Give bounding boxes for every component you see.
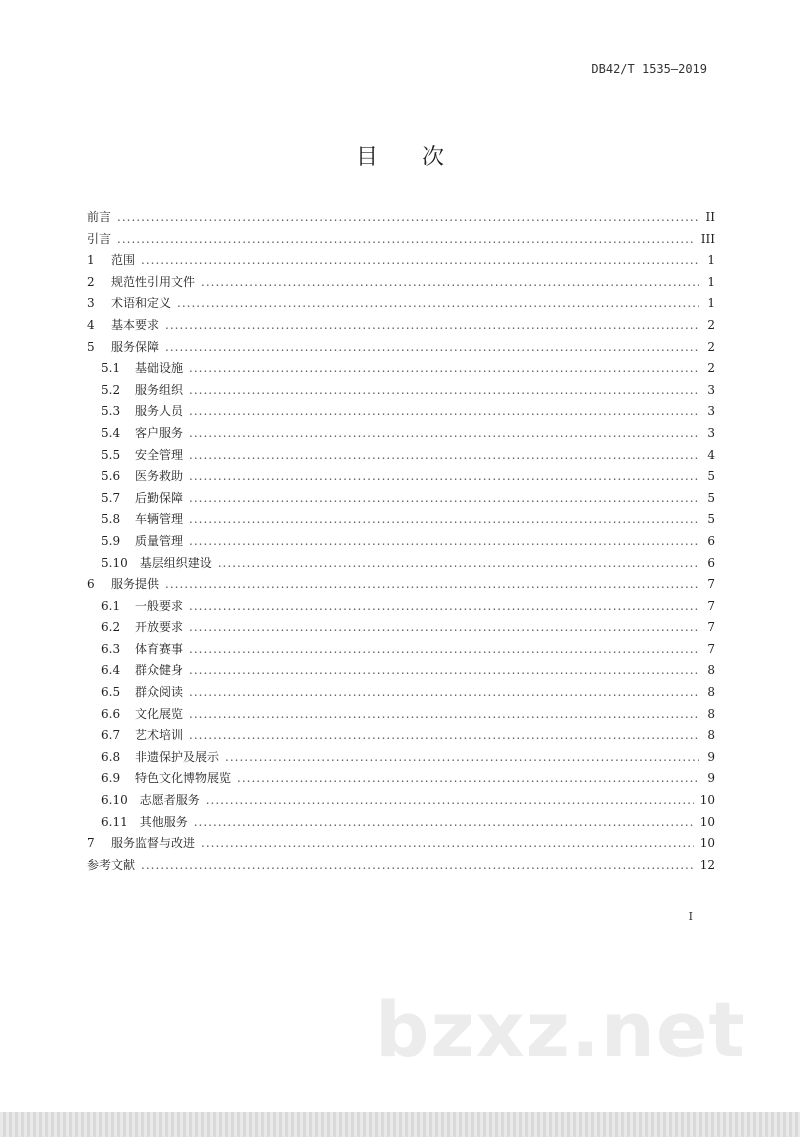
toc-entry-label: 一般要求 — [135, 598, 184, 613]
toc-entry[interactable] — [87, 466, 715, 488]
toc-entry-label: 前言 — [87, 210, 112, 224]
toc-entry-page: 2 — [707, 317, 715, 332]
toc-entry[interactable] — [87, 812, 715, 834]
toc-entry-label: 开放要求 — [135, 620, 184, 635]
toc-entry-page: 2 — [707, 339, 715, 354]
toc-entry-number: 5.10 — [101, 555, 128, 570]
toc-entry-number: 6.1 — [101, 598, 121, 613]
toc-leader-dots — [201, 833, 694, 855]
toc-entry-page: II — [705, 210, 715, 224]
toc-entry[interactable] — [87, 574, 715, 596]
toc-entry-label: 后勤保障 — [135, 490, 184, 505]
toc-entry-label: 参考文献 — [87, 857, 136, 872]
toc-leader-dots — [189, 660, 699, 682]
toc-leader-dots — [141, 855, 694, 877]
toc-entry-page: 10 — [699, 836, 715, 851]
toc-leader-dots — [225, 747, 699, 769]
toc-entry[interactable] — [87, 682, 715, 704]
toc-entry[interactable] — [87, 401, 715, 423]
toc-entry-label: 医务救助 — [135, 469, 184, 484]
toc-leader-dots — [189, 725, 699, 747]
toc-entry[interactable] — [87, 380, 715, 402]
toc-leader-dots — [201, 272, 699, 294]
toc-entry-label: 基础设施 — [135, 361, 184, 376]
toc-entry-number: 6.10 — [101, 793, 128, 808]
toc-leader-dots — [141, 250, 699, 272]
toc-entry[interactable] — [87, 725, 715, 747]
toc-entry-page: 3 — [707, 425, 715, 440]
toc-entry[interactable] — [87, 855, 715, 877]
toc-leader-dots — [206, 790, 694, 812]
toc-entry-label: 服务组织 — [135, 382, 184, 397]
page-number: I — [688, 910, 693, 923]
toc-entry-page: 3 — [707, 404, 715, 419]
toc-entry-label: 艺术培训 — [135, 728, 184, 743]
toc-leader-dots — [237, 768, 699, 790]
toc-entry-label: 车辆管理 — [135, 512, 184, 527]
toc-leader-dots — [189, 445, 699, 467]
toc-entry-page: 8 — [707, 706, 715, 721]
toc-entry-number: 5.6 — [101, 469, 121, 484]
toc-entry-page: 8 — [707, 685, 715, 700]
table-of-contents — [87, 207, 715, 876]
toc-entry[interactable] — [87, 660, 715, 682]
toc-entry-page: III — [700, 231, 715, 246]
toc-entry-label: 文化展览 — [135, 706, 184, 721]
toc-entry-label: 服务监督与改进 — [111, 836, 196, 851]
toc-entry-number: 2 — [87, 274, 95, 289]
toc-entry-label: 志愿者服务 — [139, 793, 200, 808]
toc-entry[interactable] — [87, 423, 715, 445]
toc-entry-label: 群众健身 — [135, 663, 184, 678]
toc-entry-label: 服务人员 — [135, 404, 184, 419]
toc-entry-label: 引言 — [87, 231, 112, 246]
toc-entry-label: 术语和定义 — [111, 296, 172, 311]
toc-leader-dots — [189, 596, 699, 618]
toc-entry-number: 6.11 — [101, 814, 128, 829]
toc-leader-dots — [189, 639, 699, 661]
toc-entry-page: 12 — [699, 857, 715, 872]
toc-leader-dots — [189, 423, 699, 445]
document-code: DB42/T 1535—2019 — [591, 62, 707, 76]
toc-entry[interactable] — [87, 337, 715, 359]
toc-entry-number: 5.7 — [101, 490, 121, 505]
toc-entry-label: 非遗保护及展示 — [135, 749, 220, 764]
toc-leader-dots — [189, 380, 699, 402]
toc-leader-dots — [189, 488, 699, 510]
toc-entry-page: 1 — [707, 296, 715, 311]
toc-leader-dots — [117, 207, 699, 229]
toc-entry-label: 质量管理 — [135, 533, 184, 548]
toc-leader-dots — [117, 229, 695, 251]
toc-entry-number: 7 — [87, 836, 95, 851]
toc-entry-page: 2 — [707, 361, 715, 376]
toc-entry[interactable] — [87, 596, 715, 618]
toc-entry[interactable] — [87, 704, 715, 726]
toc-entry-page: 7 — [707, 577, 715, 592]
toc-entry-number: 6.5 — [101, 685, 121, 700]
toc-leader-dots — [189, 358, 699, 380]
toc-entry[interactable] — [87, 315, 715, 337]
toc-leader-dots — [194, 812, 694, 834]
toc-entry-page: 5 — [707, 490, 715, 505]
toc-entry-page: 7 — [707, 598, 715, 613]
toc-entry-label: 规范性引用文件 — [111, 274, 196, 289]
toc-entry-number: 5.4 — [101, 425, 121, 440]
toc-entry[interactable] — [87, 509, 715, 531]
watermark-logo: bzxz.net — [375, 985, 746, 1074]
toc-leader-dots — [218, 553, 699, 575]
toc-entry-page: 9 — [707, 749, 715, 764]
toc-entry-label: 其他服务 — [139, 814, 188, 829]
toc-leader-dots — [189, 704, 699, 726]
toc-entry-page: 6 — [707, 533, 715, 548]
toc-entry-number: 6.2 — [101, 620, 121, 635]
toc-entry[interactable] — [87, 617, 715, 639]
toc-entry-label: 客户服务 — [135, 425, 184, 440]
toc-entry-number: 5.9 — [101, 533, 121, 548]
toc-entry[interactable] — [87, 250, 715, 272]
toc-entry-label: 服务保障 — [111, 339, 160, 354]
toc-entry-page: 5 — [707, 469, 715, 484]
toc-entry-label: 基本要求 — [111, 317, 160, 332]
toc-entry-number: 6.4 — [101, 663, 121, 678]
toc-leader-dots — [189, 466, 699, 488]
toc-entry-number: 4 — [87, 317, 95, 332]
toc-entry-page: 10 — [699, 793, 715, 808]
toc-entry-page: 7 — [707, 641, 715, 656]
toc-entry-number: 5.8 — [101, 512, 121, 527]
toc-leader-dots — [189, 531, 699, 553]
toc-entry-number: 6.8 — [101, 749, 121, 764]
toc-entry[interactable] — [87, 531, 715, 553]
toc-entry-number: 3 — [87, 296, 95, 311]
toc-entry-page: 4 — [707, 447, 715, 462]
toc-entry-number: 5 — [87, 339, 95, 354]
toc-entry-label: 服务提供 — [111, 577, 160, 592]
toc-entry-page: 8 — [707, 663, 715, 678]
toc-entry-label: 特色文化博物展览 — [135, 771, 232, 786]
toc-entry-page: 1 — [707, 274, 715, 289]
toc-entry-number: 5.3 — [101, 404, 121, 419]
toc-entry-label: 范围 — [111, 253, 136, 268]
toc-entry-number: 6 — [87, 577, 95, 592]
toc-entry-page: 5 — [707, 512, 715, 527]
toc-entry-page: 9 — [707, 771, 715, 786]
toc-entry[interactable] — [87, 293, 715, 315]
toc-entry[interactable] — [87, 768, 715, 790]
toc-entry-label: 群众阅读 — [135, 685, 184, 700]
toc-leader-dots — [189, 617, 699, 639]
toc-entry-number: 6.7 — [101, 728, 121, 743]
toc-entry-number: 6.9 — [101, 771, 121, 786]
toc-entry-number: 5.1 — [101, 361, 121, 376]
toc-entry-page: 6 — [707, 555, 715, 570]
toc-entry-page: 1 — [707, 253, 715, 268]
toc-entry-label: 体育赛事 — [135, 641, 184, 656]
toc-entry-number: 6.6 — [101, 706, 121, 721]
toc-entry[interactable] — [87, 272, 715, 294]
toc-entry[interactable] — [87, 488, 715, 510]
toc-leader-dots — [165, 574, 699, 596]
toc-entry[interactable] — [87, 445, 715, 467]
toc-entry-page: 3 — [707, 382, 715, 397]
toc-entry-number: 5.2 — [101, 382, 121, 397]
toc-entry[interactable] — [87, 833, 715, 855]
toc-entry[interactable] — [87, 358, 715, 380]
toc-leader-dots — [165, 315, 699, 337]
toc-leader-dots — [189, 401, 699, 423]
toc-entry[interactable] — [87, 229, 715, 251]
toc-entry-page: 7 — [707, 620, 715, 635]
bottom-strip — [0, 1112, 800, 1137]
toc-entry[interactable] — [87, 747, 715, 769]
toc-entry-page: 8 — [707, 728, 715, 743]
toc-entry-number: 1 — [87, 253, 95, 268]
toc-entry-label: 安全管理 — [135, 447, 184, 462]
toc-entry[interactable] — [87, 207, 715, 229]
toc-entry-page: 10 — [699, 814, 715, 829]
toc-entry-number: 5.5 — [101, 447, 121, 462]
toc-leader-dots — [165, 337, 699, 359]
toc-entry-label: 基层组织建设 — [139, 555, 212, 570]
toc-leader-dots — [189, 682, 699, 704]
toc-entry[interactable] — [87, 553, 715, 575]
toc-entry[interactable] — [87, 639, 715, 661]
toc-entry[interactable] — [87, 790, 715, 812]
toc-leader-dots — [177, 293, 699, 315]
toc-leader-dots — [189, 509, 699, 531]
toc-title: 目次 — [355, 145, 488, 170]
toc-entry-number: 6.3 — [101, 641, 121, 656]
